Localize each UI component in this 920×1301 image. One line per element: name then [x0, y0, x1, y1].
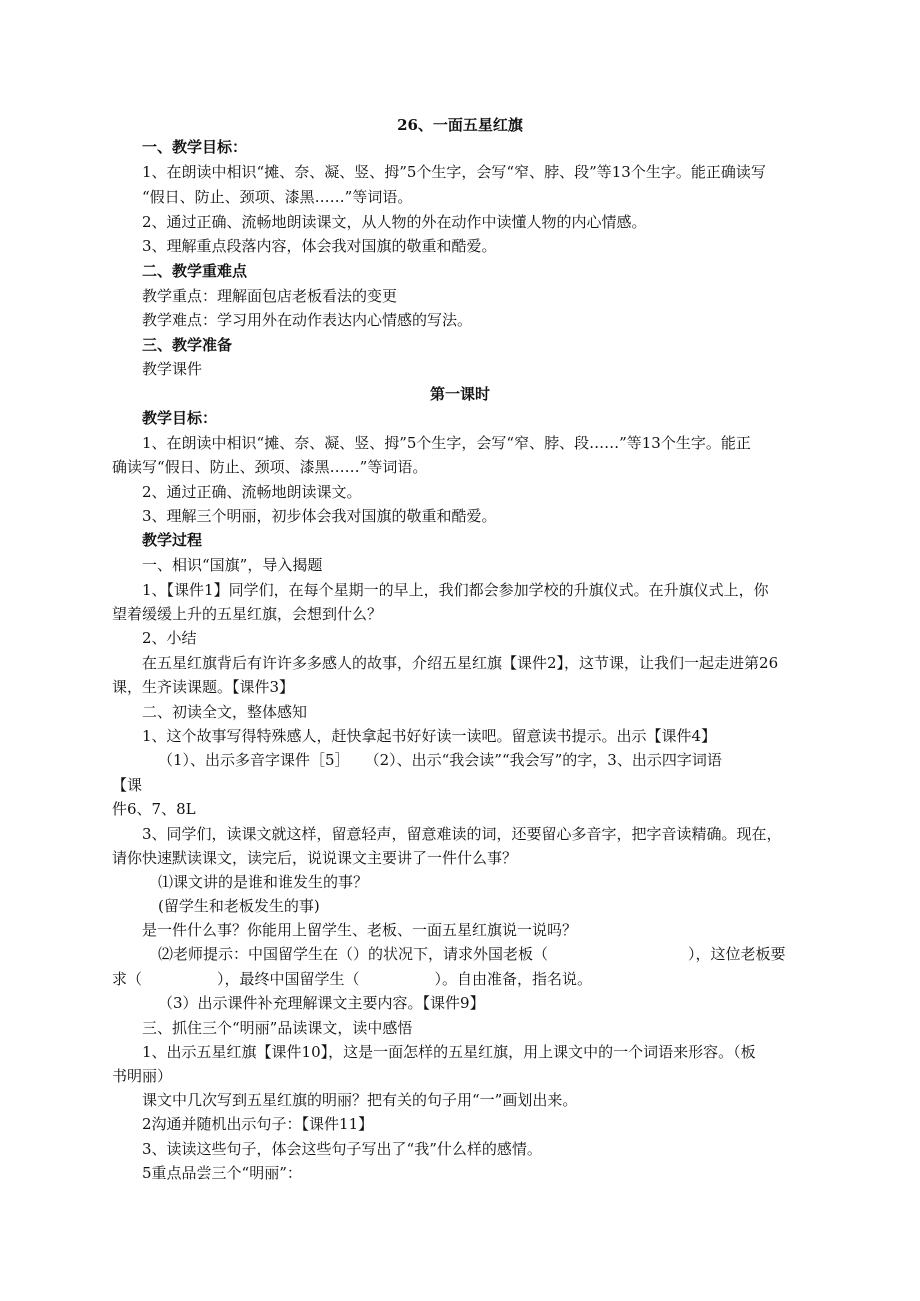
paragraph: 教学重点：理解面包店老板看法的变更	[142, 287, 398, 305]
paragraph: 教学课件	[142, 360, 203, 378]
paragraph: 1、在朗读中相识“摊、奈、凝、竖、拇”5个生字，会写“窄、脖、段”等13个生字。能正确读写	[142, 163, 766, 181]
paragraph: 件6、7、8L	[112, 800, 196, 818]
paragraph: 【课	[112, 776, 143, 794]
section-heading-process: 教学过程	[142, 531, 203, 549]
paragraph: 一、相识“国旗”，导入揭题	[142, 556, 323, 574]
paragraph: 是一件什么事？你能用上留学生、老板、一面五星红旗说一说吗？	[142, 921, 578, 939]
paragraph: 3、理解重点段落内容，体会我对国旗的敬重和酷爱。	[142, 237, 497, 255]
paragraph: 5重点品尝三个“明丽”：	[142, 1164, 302, 1182]
paragraph: 3、同学们，读课文就这样，留意轻声，留意难读的词，还要留心多音字，把字音读精确。现在，	[142, 825, 782, 843]
paragraph: 二、初读全文，整体感知	[142, 703, 308, 721]
paragraph: 在五星红旗背后有许许多多感人的故事，介绍五星红旗【课件2】，这节课，让我们一起走进第26	[142, 654, 779, 672]
paragraph: 书明丽）	[112, 1067, 173, 1085]
paragraph: 1、这个故事写得特殊感人，赶快拿起书好好读一读吧。留意读书提示。出示【课件4】	[142, 727, 717, 745]
paragraph: （3）出示课件补充理解课文主要内容。【课件9】	[158, 994, 485, 1012]
paragraph: 2、通过正确、流畅地朗读课文。	[142, 483, 362, 501]
paragraph: “假日、防止、颈项、漆黑……”等词语。	[142, 188, 413, 206]
paragraph: 课文中几次写到五星红旗的明丽？把有关的句子用“一”画划出来。	[142, 1091, 578, 1109]
paragraph: 望着缓缓上升的五星红旗，会想到什么？	[112, 605, 383, 623]
paragraph: 求（ ），最终中国留学生（ ）。自由准备，指名说。	[112, 970, 593, 988]
paragraph: 课，生齐读课题。【课件3】	[112, 678, 295, 696]
paragraph: ⑴课文讲的是谁和谁发生的事？	[158, 873, 369, 891]
paragraph: 请你快速默读课文，读完后，说说课文主要讲了一件什么事？	[112, 849, 518, 867]
section-heading-key-points: 二、教学重难点	[142, 262, 248, 280]
paragraph: 1、出示五星红旗【课件10】，这是一面怎样的五星红旗，用上课文中的一个词语来形容。（板	[142, 1043, 756, 1061]
paragraph: 教学难点：学习用外在动作表达内心情感的写法。	[142, 311, 473, 329]
paragraph: 2沟通并随机出示句子：【课件11】	[142, 1115, 374, 1133]
paragraph: 确读写“假日、防止、颈项、漆黑……”等词语。	[112, 458, 428, 476]
paragraph: 3、读读这些句子，体会这些句子写出了“我”什么样的感情。	[142, 1140, 542, 1158]
paragraph: 2、通过正确、流畅地朗读课文，从人物的外在动作中读懂人物的内心情感。	[142, 213, 647, 231]
paragraph: ⑵老师提示：中国留学生在（）的状况下，请求外国老板（	[158, 945, 549, 963]
paragraph: 3、理解三个明丽，初步体会我对国旗的敬重和酷爱。	[142, 507, 497, 525]
document-title: 26、一面五星红旗	[397, 116, 523, 134]
paragraph: （1）、出示多音字课件［5］ （2）、出示“我会读”“我会写”的字，3、出示四字词语	[158, 751, 722, 769]
paragraph: ），这位老板要	[688, 945, 786, 963]
paragraph: 1、【课件1】同学们，在每个星期一的早上，我们都会参加学校的升旗仪式。在升旗仪式上，你	[142, 581, 769, 599]
paragraph: (留学生和老板发生的事)	[158, 897, 320, 915]
paragraph: 1、在朗读中相识“摊、奈、凝、竖、拇”5个生字，会写“窄、脖、段……”等13个生字。能正	[142, 434, 751, 452]
section-heading-preparation: 三、教学准备	[142, 336, 233, 354]
lesson-title: 第一课时	[429, 385, 490, 403]
paragraph: 2、小结	[142, 629, 197, 647]
section-heading-lesson-objectives: 教学目标：	[142, 409, 218, 427]
paragraph: 三、抓住三个“明丽”品读课文，读中感悟	[142, 1019, 413, 1037]
section-heading-objectives: 一、教学目标：	[142, 138, 248, 156]
